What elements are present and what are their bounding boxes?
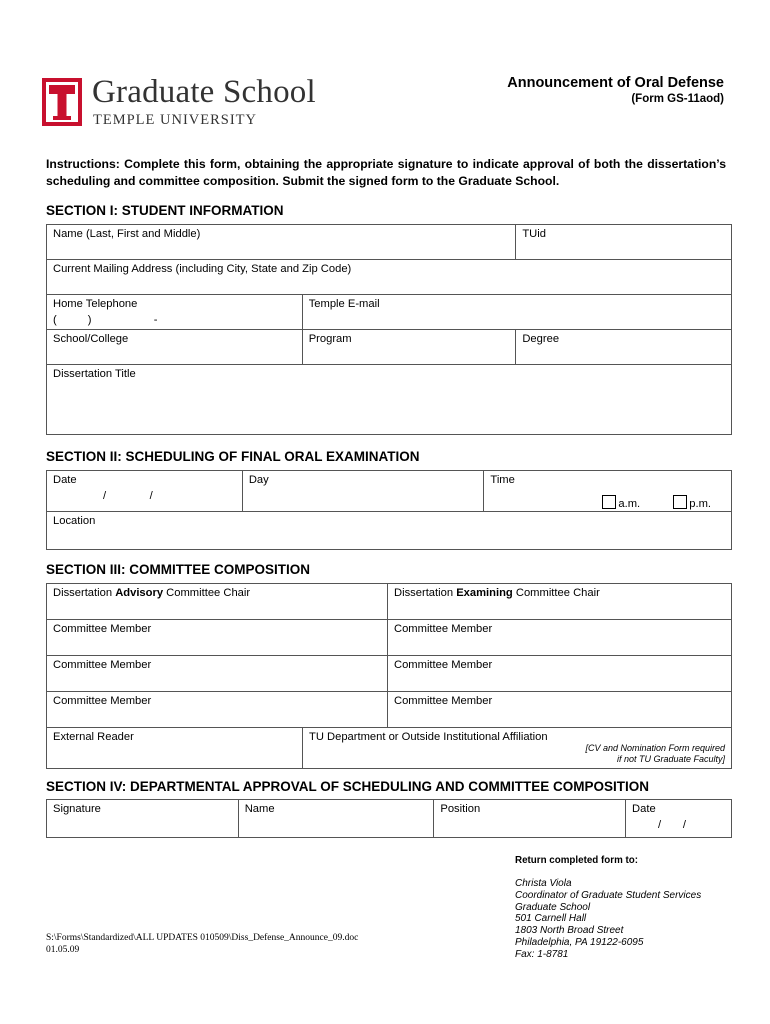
email-field[interactable]: Temple E-mail [302,295,731,330]
form-title: Announcement of Oral Defense [507,75,724,91]
logo-name: Graduate School [92,74,316,110]
committee-member-field[interactable]: Committee Member [47,692,388,728]
document-footer [46,932,358,956]
committee-member-field[interactable]: Committee Member [47,620,388,656]
affiliation-field[interactable]: TU Department or Outside Institutional Affiliation [CV and Nomination Form required if not TU Graduate Faculty] [303,728,732,769]
instructions: Instructions: Complete this form, obtaining the appropriate signature to indicate approval of both the dissertation’s scheduling and committee composition. Submit the signed form to the Graduate School. [46,157,726,188]
file-path: S:\Forms\Standardized\ALL UPDATES 010509\Diss_Defense_Announce_09.doc [46,933,359,943]
form-number: (Form GS-11aod) [631,93,724,105]
day-field[interactable]: Day [242,471,484,512]
section-2-title: SECTION II: SCHEDULING OF FINAL ORAL EXAMINATION [46,449,420,464]
advisory-chair-field[interactable]: Dissertation Advisory Committee Chair [47,584,388,620]
examining-chair-field[interactable]: Dissertation Examining Committee Chair [388,584,732,620]
am-checkbox[interactable] [602,495,616,509]
location-field[interactable]: Location [47,512,732,550]
approval-table [46,799,732,838]
section-3-title: SECTION III: COMMITTEE COMPOSITION [46,562,311,577]
return-address: Christa Viola Coordinator of Graduate Student Services Graduate School 501 Carnell Hall 1803 North Broad Street Philadelphia, PA 19122-6095 Fax: 1-8781 [515,878,702,960]
am-label: a.m. [618,498,641,510]
approver-name-field[interactable]: Name [238,800,434,838]
cv-note-line1: [CV and Nomination Form required [585,743,725,753]
revision-date: 01.05.09 [46,945,80,955]
external-reader-field[interactable]: External Reader [47,728,303,769]
committee-member-field[interactable]: Committee Member [388,620,732,656]
section-4-title: SECTION IV: DEPARTMENTAL APPROVAL OF SCHEDULING AND COMMITTEE COMPOSITION [46,779,650,794]
return-header: Return completed form to: [515,855,639,866]
committee-table [46,583,732,769]
student-info-table [46,224,732,435]
logo-subtitle: TEMPLE UNIVERSITY [93,112,258,128]
cv-note-line2: if not TU Graduate Faculty] [616,754,725,764]
home-phone-field[interactable]: Home Telephone ( ) - [47,295,303,330]
name-field[interactable]: Name (Last, First and Middle) [47,225,516,260]
committee-member-field[interactable]: Committee Member [388,692,732,728]
degree-field[interactable]: Degree [516,330,732,365]
committee-member-field[interactable]: Committee Member [47,656,388,692]
address-field[interactable]: Current Mailing Address (including City, State and Zip Code) [47,260,732,295]
committee-member-field[interactable]: Committee Member [388,656,732,692]
program-field[interactable]: Program [302,330,516,365]
time-field[interactable]: Time a.m. p.m. [484,471,732,512]
signature-field[interactable]: Signature [47,800,239,838]
date-field[interactable]: Date / / [47,471,243,512]
approval-date-field[interactable]: Date / / [626,800,732,838]
tuid-field[interactable]: TUid [516,225,732,260]
pm-checkbox[interactable] [673,495,687,509]
dissertation-title-field[interactable]: Dissertation Title [47,365,732,435]
position-field[interactable]: Position [434,800,626,838]
school-field[interactable]: School/College [47,330,303,365]
section-1-title: SECTION I: STUDENT INFORMATION [46,203,284,218]
pm-label: p.m. [689,498,712,510]
temple-t-logo-icon [42,78,82,126]
scheduling-table [46,470,732,550]
